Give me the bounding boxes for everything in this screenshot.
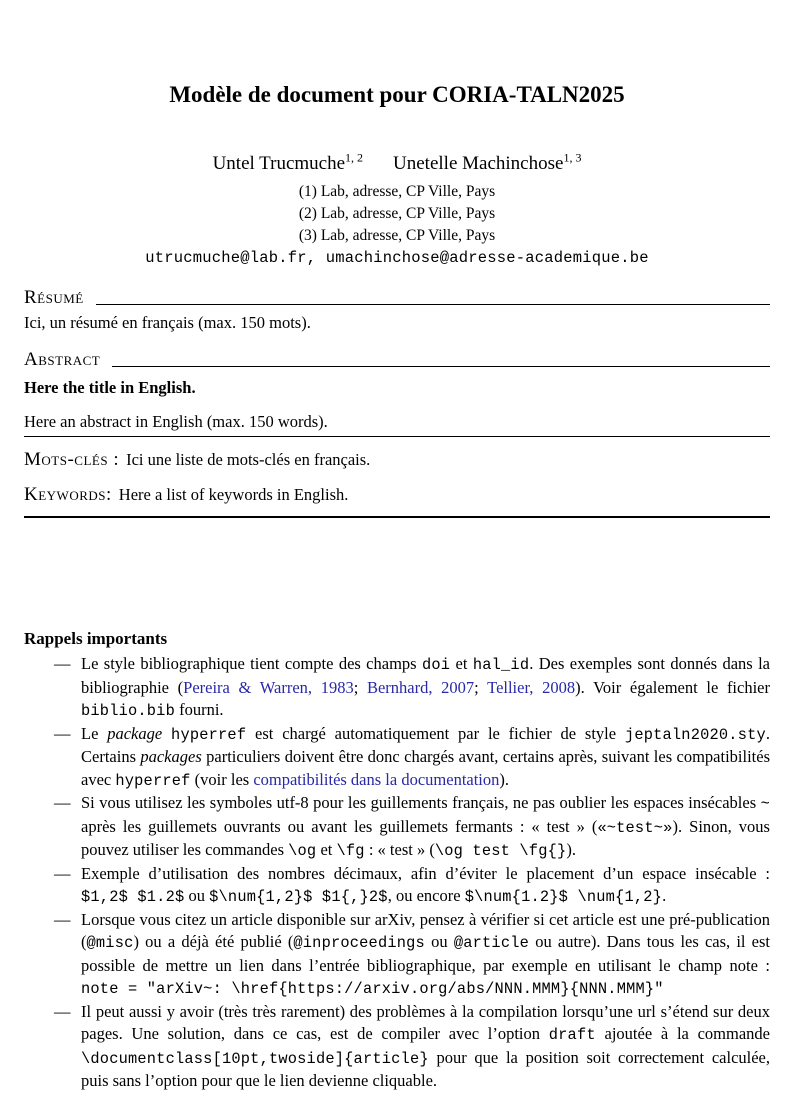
section-heading: Rappels importants: [24, 628, 168, 648]
hyperlink[interactable]: Pereira & Warren, 1983: [183, 677, 354, 697]
author-superscript: 1, 3: [563, 150, 582, 165]
list-item: — Il peut aussi y avoir (très très rarement) des problèmes à la compilation lorsqu’une url s’étend sur deux pages. Une solution, dans ce cas, est de compiler avec l’option draft ajoutée à la commande \documentclass[10pt,twoside]{article} pour que la position soit correctement calculée, puis sans l’option pour que le lien devienne cliquable.: [54, 1001, 770, 1090]
dash-bullet: —: [54, 654, 71, 673]
inline-code: @inproceedings: [293, 934, 425, 952]
inline-code: \og: [288, 842, 317, 860]
abstract-block: [24, 287, 770, 518]
hyperlink[interactable]: Tellier, 2008: [487, 677, 576, 697]
inline-code: «~test~»: [597, 818, 673, 837]
author-superscript: 1, 2: [345, 150, 364, 165]
motscles-line: [24, 448, 770, 472]
affiliation-line: (2) Lab, adresse, CP Ville, Pays: [298, 205, 496, 222]
dash-bullet: —: [54, 793, 71, 812]
author: [212, 150, 364, 174]
resume-heading-row: [24, 287, 770, 310]
inline-code: hyperref: [171, 725, 247, 744]
list-item: — Le package hyperref est chargé automatiquement par le fichier de style jeptaln2020.sty. Certains packages particuliers doivent être donc chargés avant, certains après, suivant les compatibilités avec hyperref (voir les compatibilités dans la documentation).: [54, 723, 771, 790]
list-item: — Le style bibliographique tient compte des champs doi et hal_id. Des exemples sont donnés dans la bibliographie (Pereira & Warren, 1983; Bernhard, 2007; Tellier, 2008). Voir également le fichier biblio.bib fourni.: [54, 654, 770, 720]
list-item: — Exemple d’utilisation des nombres décimaux, afin d’éviter le placement d’un espace insécable : $1,2$ $1.2$ ou $\num{1,2}$ $1{,}2$, ou encore $\num{1.2}$ \num{1,2}.: [54, 863, 770, 906]
inline-code: draft: [548, 1026, 596, 1044]
resume-heading: Résumé: [24, 287, 84, 308]
bullet-list: [24, 653, 770, 1093]
inline-code: \fg: [336, 842, 365, 860]
dash-bullet: —: [54, 863, 71, 883]
english-title: Here the title in English.: [24, 377, 196, 397]
hyperlink[interactable]: Bernhard, 2007: [366, 677, 475, 697]
email-line: utrucmuche@lab.fr, umachinchose@adresse-academique.be: [145, 249, 649, 267]
inline-code: $\num{1,2}$ $1{,}2$: [209, 888, 388, 906]
author-name: Untel Trucmuche: [212, 153, 346, 174]
inline-code: hal_id: [472, 656, 530, 674]
abstract-heading-row: [24, 349, 770, 372]
motscles-label: Mots-clés :: [24, 448, 120, 470]
dash-bullet: —: [54, 1001, 71, 1021]
inline-code: hyperref: [115, 771, 191, 790]
paper-title: Modèle de document pour CORIA-TALN2025: [169, 82, 625, 107]
inline-code: \og test \fg{}: [434, 842, 567, 860]
affiliation-line: (1) Lab, adresse, CP Ville, Pays: [298, 183, 496, 200]
inline-code: jeptaln2020.sty: [624, 725, 766, 744]
list-item: — Si vous utilisez les symboles utf-8 pour les guillements français, ne pas oublier les espaces insécables ~ après les guillemets ouvrants ou avant les guillemets fermants : « test » («~test~»). Sinon, vous pouvez utiliser les commandes \og et \fg : « test » (\og test \fg{}).: [54, 793, 770, 860]
author-name: Unetelle Machinchose: [393, 153, 564, 174]
resume-text: Ici, un résumé en français (max. 150 mots).: [24, 312, 311, 332]
inline-code: @misc: [86, 934, 134, 952]
italic-text: package: [107, 723, 163, 743]
italic-text: packages: [140, 747, 202, 766]
dash-bullet: —: [54, 909, 71, 929]
abstract-heading: Abstract: [24, 349, 101, 370]
hyperlink[interactable]: compatibilités dans la documentation: [253, 769, 500, 789]
affiliations: [24, 181, 770, 247]
affiliation-line: (3) Lab, adresse, CP Ville, Pays: [298, 227, 496, 244]
dash-bullet: —: [54, 723, 71, 743]
inline-code: $1,2$ $1.2$: [81, 888, 185, 906]
inline-code: note = "arXiv~: \href{https://arxiv.org/abs/NNN.MMM}{NNN.MMM}": [81, 980, 664, 998]
inline-code: @article: [453, 934, 530, 952]
keywords-line: [24, 483, 770, 507]
abstract-text: Here an abstract in English (max. 150 words).: [24, 411, 770, 437]
inline-code: \documentclass[10pt,twoside]{article}: [81, 1049, 429, 1068]
author: [393, 150, 582, 174]
inline-code: $\num{1.2}$ \num{1,2}: [464, 888, 663, 906]
keywords-label: Keywords:: [24, 483, 112, 505]
heading-rule: [96, 304, 770, 305]
inline-code: ~: [760, 795, 770, 813]
heading-rule: [112, 366, 770, 367]
inline-code: doi: [421, 656, 451, 674]
keywords-text: Here a list of keywords in English.: [118, 484, 349, 504]
inline-code: biblio.bib: [81, 702, 175, 720]
authors-line: [24, 152, 770, 176]
motscles-text: Ici une liste de mots-clés en français.: [126, 449, 371, 469]
list-item: — Lorsque vous citez un article disponible sur arXiv, pensez à vérifier si cet article est une pré-publication (@misc) ou a déjà été publié (@inproceedings ou @article ou autre). Dans tous les cas, il est possible de mettre un lien dans l’entrée bibliographique, par exemple en utilisant le champ note : note = "arXiv~: \href{https://arxiv.org/abs/NNN.MMM}{NNN.MMM}": [54, 909, 771, 998]
